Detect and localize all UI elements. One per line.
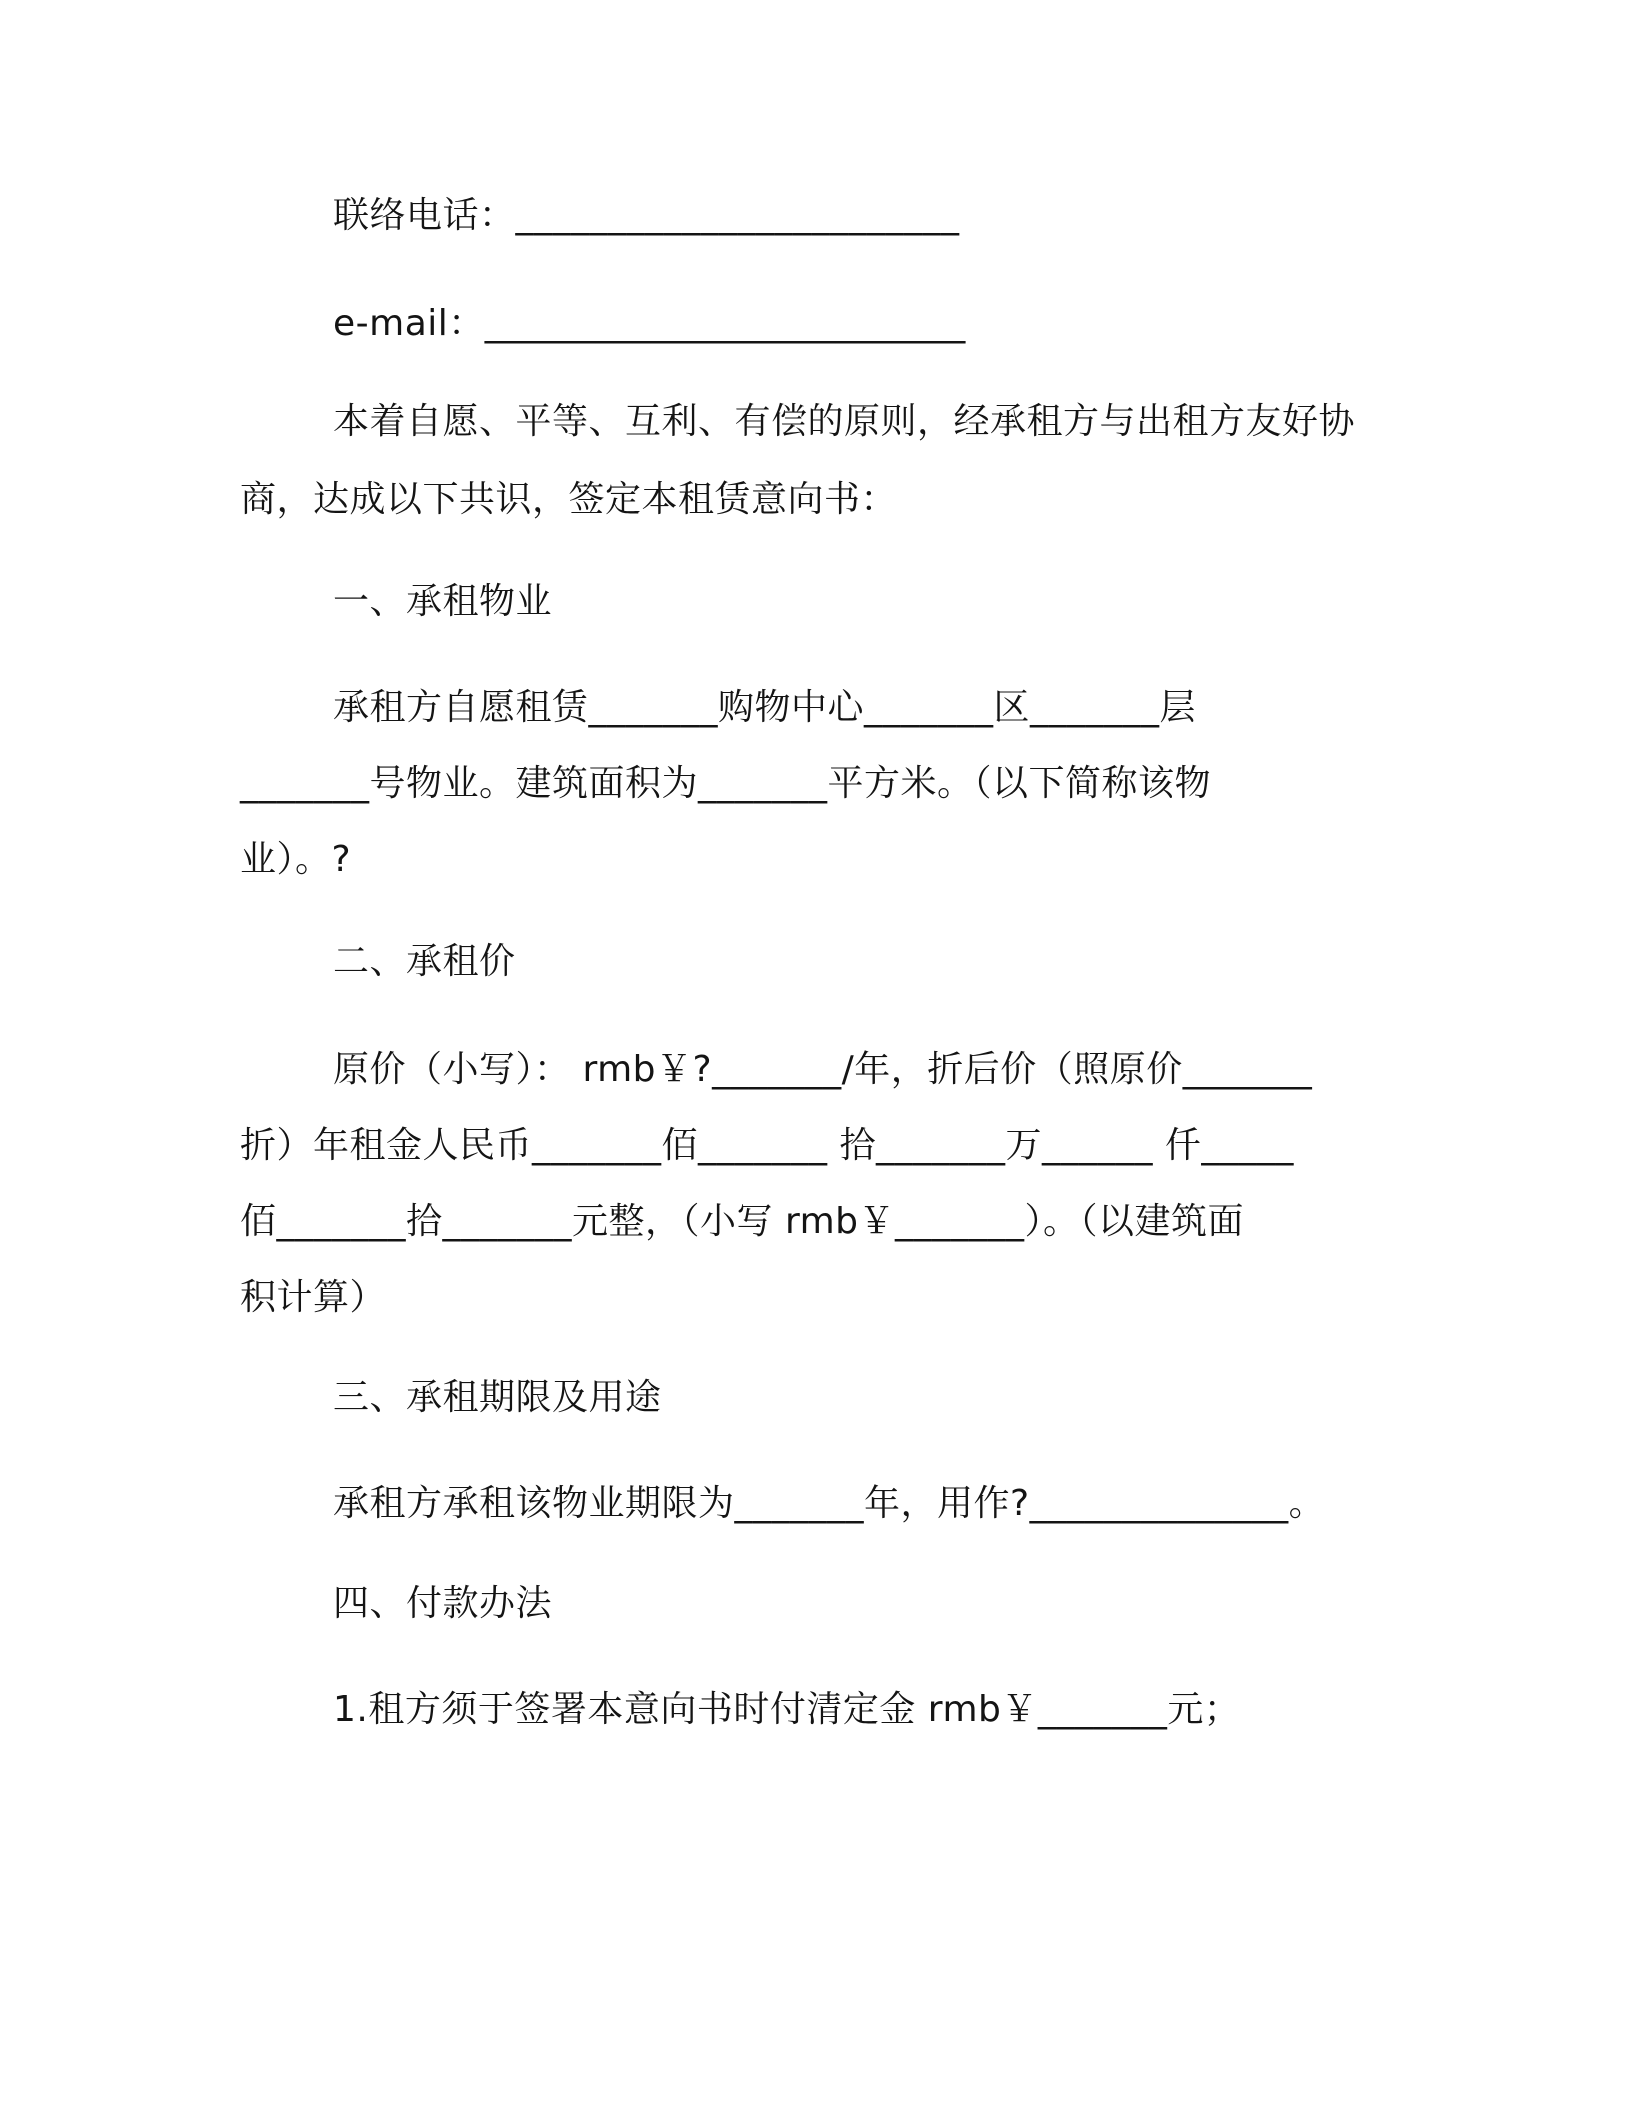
section-1-line-3: 业）。? <box>240 839 352 880</box>
section-1-line-1: 承租方自愿租赁_______购物中心_______区_______层 <box>333 687 1197 728</box>
section-2-line-1: 原价（小写）： rmb￥?_______/年，折后价（照原价_______ <box>333 1049 1313 1090</box>
section-4-heading: 四、付款办法 <box>333 1583 553 1624</box>
section-3-line-1: 承租方承租该物业期限为_______年，用作?______________。 <box>333 1483 1326 1524</box>
section-3-heading: 三、承租期限及用途 <box>333 1377 662 1418</box>
intro-paragraph-line-2: 商，达成以下共识，签定本租赁意向书： <box>240 479 898 520</box>
section-2-line-3: 佰_______拾_______元整，（小写 rmb￥_______）。（以建筑面 <box>240 1201 1245 1242</box>
email-line: e-mail：__________________________ <box>333 303 966 344</box>
intro-paragraph-line-1: 本着自愿、平等、互利、有偿的原则，经承租方与出租方友好协 <box>333 401 1356 442</box>
section-1-heading: 一、承租物业 <box>333 581 553 622</box>
section-4-line-1: 1.租方须于签署本意向书时付清定金 rmb￥_______元； <box>333 1689 1241 1730</box>
section-2-line-2: 折）年租金人民币_______佰_______ 拾_______万______ 仟_____ <box>240 1125 1294 1166</box>
contact-phone-line: 联络电话：________________________ <box>333 195 960 236</box>
section-2-line-4: 积计算） <box>240 1277 387 1318</box>
section-2-heading: 二、承租价 <box>333 941 516 982</box>
section-1-line-2: _______号物业。建筑面积为_______平方米。（以下简称该物 <box>240 763 1212 804</box>
